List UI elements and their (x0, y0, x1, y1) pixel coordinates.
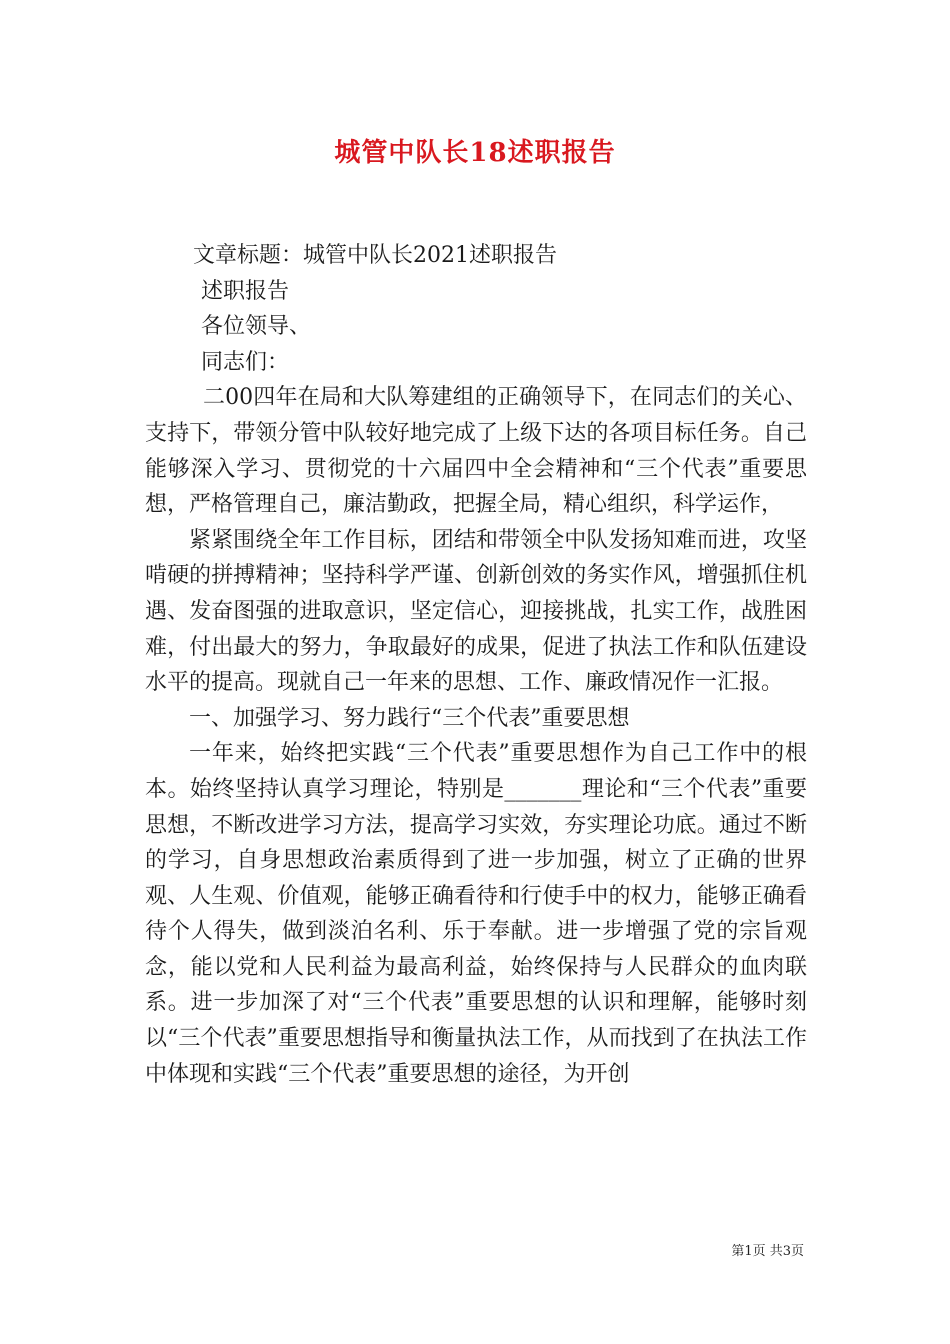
salutation-leaders: 各位领导、 (201, 314, 312, 340)
document-title: 城管中队长18述职报告 (334, 138, 616, 168)
document-body (145, 238, 807, 1092)
section-heading-1: 一、加强学习、努力践行“三个代表”重要思想 (189, 705, 630, 731)
paragraph-goals: 紧紧围绕全年工作目标，团结和带领全中队发扬知难而进，攻坚啃硬的拼搏精神；坚持科学严谨、创新创效的务实作风，增强抓住机遇、发奋图强的进取意识，坚定信心，迎接挑战，扎实工作，战胜困难，付出最大的努力，争取最好的成果，促进了执法工作和队伍建设水平的提高。现就自己一年来的思想、工作、廉政情况作一汇报。 (145, 527, 807, 696)
paragraph-intro: 二00四年在局和大队筹建组的正确领导下，在同志们的关心、支持下，带领分管中队较好地完成了上级下达的各项目标任务。自己能够深入学习、贯彻党的十六届四中全会精神和“三个代表”重要思想，严格管理自己，廉洁勤政，把握全局，精心组织，科学运作， (145, 385, 807, 518)
page-footer: 第1页 共3页 (731, 1244, 804, 1259)
article-title-line: 文章标题：城管中队长2021述职报告 (193, 243, 557, 268)
report-heading: 述职报告 (201, 278, 290, 304)
salutation-comrades: 同志们： (201, 349, 290, 375)
paragraph-study: 一年来，始终把实践“三个代表”重要思想作为自己工作中的根本。始终坚持认真学习理论，特别是_______理论和“三个代表”重要思想，不断改进学习方法，提高学习实效，夯实理论功底。通过不断的学习，自身思想政治素质得到了进一步加强，树立了正确的世界观、人生观、价值观，能够正确看待和行使手中的权力，能够正确看待个人得失，做到淡泊名利、乐于奉献。进一步增强了党的宗旨观念，能以党和人民利益为最高利益，始终保持与人民群众的血肉联系。进一步加深了对“三个代表”重要思想的认识和理解，能够时刻以“三个代表”重要思想指导和衡量执法工作，从而找到了在执法工作中体现和实践“三个代表”重要思想的途径，为开创 (145, 741, 807, 1087)
